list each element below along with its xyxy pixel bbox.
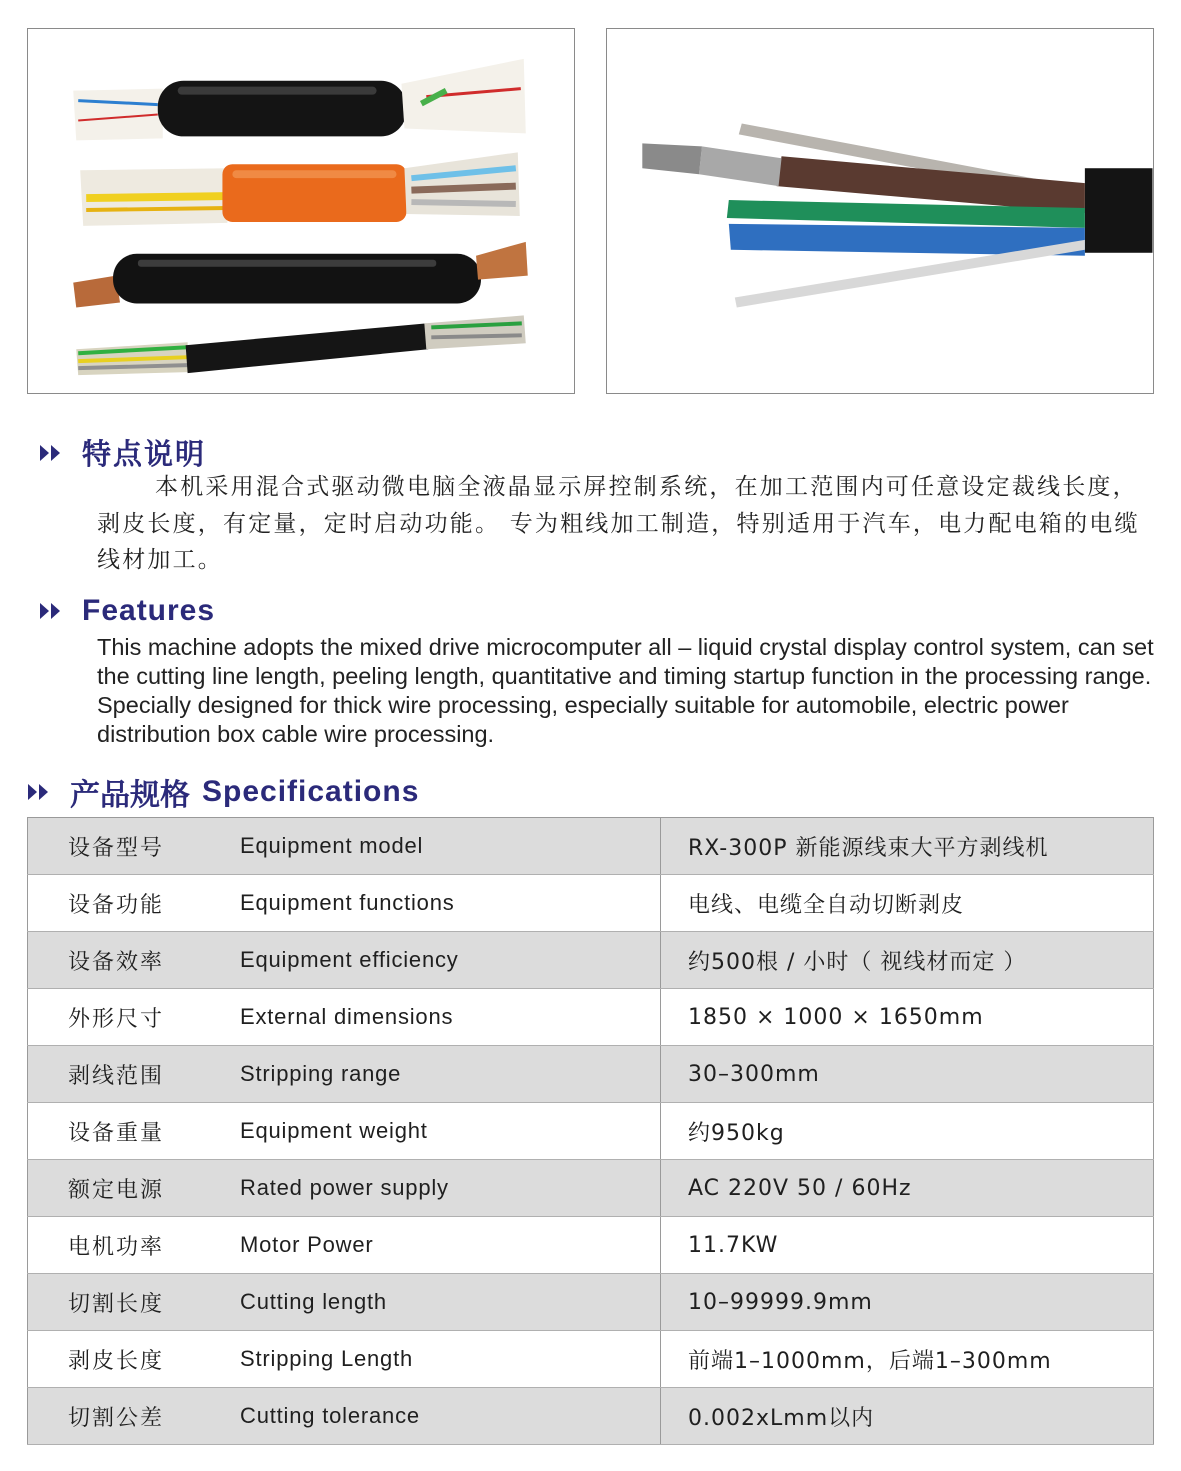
cable-sample-black-white [73, 59, 526, 141]
features-cn-heading [40, 432, 206, 473]
spec-label-en: Equipment functions [240, 875, 661, 932]
table-row [28, 1160, 1154, 1217]
table-row [28, 1274, 1154, 1331]
spec-value: 0.002xLmm以内 [661, 1388, 1154, 1445]
spec-value: 30–300mm [661, 1046, 1154, 1103]
spec-label-en: Equipment efficiency [240, 932, 661, 989]
spec-label-en: Cutting tolerance [240, 1388, 661, 1445]
spec-label-en: Equipment model [240, 818, 661, 875]
features-cn-text: 本机采用混合式驱动微电脑全液晶显示屏控制系统，在加工范围内可任意设定裁线长度，剥皮长度，有定量，定时启动功能。 专为粗线加工制造，特别适用于汽车，电力配电箱的电缆线材加工。 [97, 474, 1140, 573]
double-arrow-icon [40, 603, 62, 619]
spec-value: 11.7KW [661, 1217, 1154, 1274]
specifications-heading [28, 770, 419, 814]
spec-label-cn: 设备重量 [28, 1103, 241, 1160]
features-en-title: Features [82, 594, 216, 627]
spec-value: 1850 × 1000 × 1650mm [661, 989, 1154, 1046]
spec-label-cn: 剥皮长度 [28, 1331, 241, 1388]
spec-label-cn: 剥线范围 [28, 1046, 241, 1103]
table-row [28, 989, 1154, 1046]
table-row [28, 1217, 1154, 1274]
spec-value: 约950kg [661, 1103, 1154, 1160]
table-row [28, 1331, 1154, 1388]
stripped-cable-photo [606, 28, 1154, 394]
spec-label-cn: 切割长度 [28, 1274, 241, 1331]
spec-label-cn: 电机功率 [28, 1217, 241, 1274]
specifications-title-cn: 产品规格 [70, 778, 190, 813]
spec-value: 约500根 / 小时（ 视线材而定 ） [661, 932, 1154, 989]
features-cn-title: 特点说明 [82, 437, 207, 471]
table-row [28, 818, 1154, 875]
spec-value: AC 220V 50 / 60Hz [661, 1160, 1154, 1217]
table-row [28, 1388, 1154, 1445]
table-row [28, 1103, 1154, 1160]
cable-sample-multicore [76, 315, 526, 375]
spec-label-cn: 额定电源 [28, 1160, 241, 1217]
spec-label-cn: 切割公差 [28, 1388, 241, 1445]
features-en-heading [40, 594, 215, 628]
spec-label-en: Stripping Length [240, 1331, 661, 1388]
spec-label-en: Equipment weight [240, 1103, 661, 1160]
spec-label-cn: 外形尺寸 [28, 989, 241, 1046]
table-row [28, 1046, 1154, 1103]
spec-value: 前端1–1000mm，后端1–300mm [661, 1331, 1154, 1388]
table-row [28, 875, 1154, 932]
spec-label-cn: 设备功能 [28, 875, 241, 932]
spec-label-cn: 设备型号 [28, 818, 241, 875]
spec-label-en: Motor Power [240, 1217, 661, 1274]
stripped-cable-illustration [607, 29, 1153, 393]
cable-sample-orange [80, 152, 520, 226]
cable-sample-copper [73, 242, 528, 308]
cable-samples-photo [27, 28, 575, 394]
double-arrow-icon [28, 784, 50, 800]
specifications-table [27, 817, 1154, 1445]
double-arrow-icon [40, 445, 62, 461]
table-row [28, 932, 1154, 989]
specifications-title-en: Specifications [202, 775, 420, 808]
features-en-text: This machine adopts the mixed drive microcomputer all – liquid crystal display control system, can set the cutting line length, peeling length, quantitative and timing startup function in the processing range. Specially designed for thick wire processing, especially suitable for automobile, electric power distribution box cable wire processing. [97, 634, 1154, 747]
cable-samples-illustration [28, 29, 574, 393]
spec-label-en: Stripping range [240, 1046, 661, 1103]
spec-label-en: Rated power supply [240, 1160, 661, 1217]
spec-label-cn: 设备效率 [28, 932, 241, 989]
spec-value: 10–99999.9mm [661, 1274, 1154, 1331]
spec-value: 电线、电缆全自动切断剥皮 [661, 875, 1154, 932]
spec-label-en: External dimensions [240, 989, 661, 1046]
spec-value: RX-300P 新能源线束大平方剥线机 [661, 818, 1154, 875]
spec-label-en: Cutting length [240, 1274, 661, 1331]
stripped-cable-closeup [642, 123, 1152, 307]
